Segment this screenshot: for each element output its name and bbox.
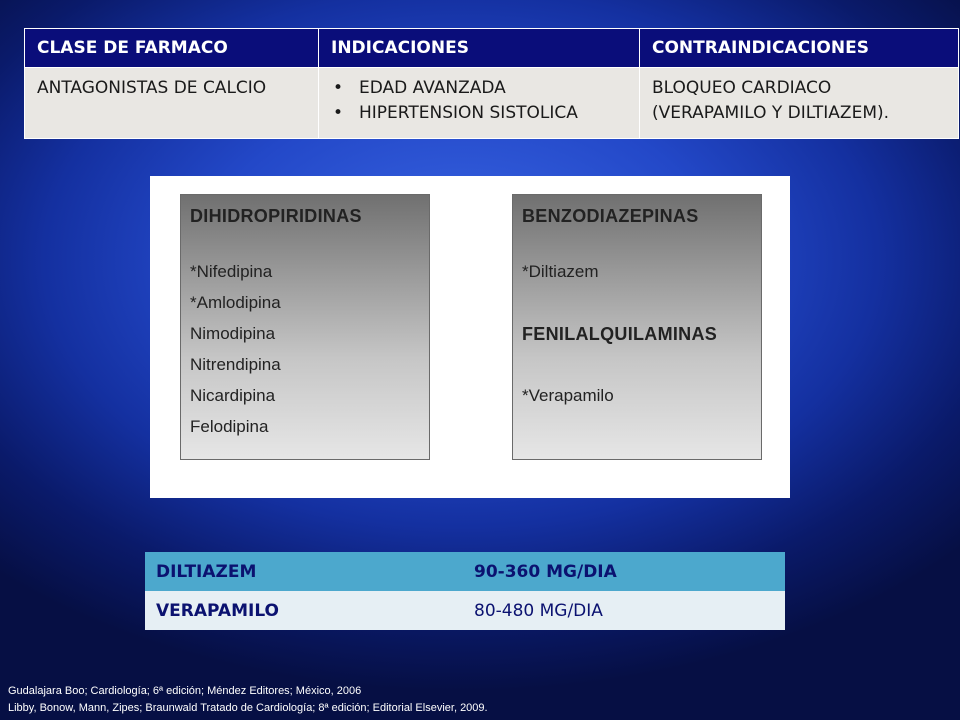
cell-contraindicaciones bbox=[640, 68, 959, 139]
drug-item: *Diltiazem bbox=[522, 262, 599, 281]
table-row bbox=[145, 552, 785, 591]
cell-clase: ANTAGONISTAS DE CALCIO bbox=[25, 68, 319, 139]
dose-table bbox=[145, 552, 785, 630]
cell-indicaciones bbox=[319, 68, 640, 139]
box-title: BENZODIAZEPINAS bbox=[522, 206, 699, 226]
dihidropiridinas-box bbox=[180, 194, 430, 460]
box-title: DIHIDROPIRIDINAS bbox=[190, 206, 362, 226]
drug-dose: 80-480 MG/DIA bbox=[463, 591, 785, 630]
contraindicacion-line: (VERAPAMILO Y DILTIAZEM). bbox=[652, 103, 890, 123]
drug-class-table bbox=[24, 28, 959, 139]
contraindicacion-line: BLOQUEO CARDIACO bbox=[652, 78, 832, 98]
drug-name: DILTIAZEM bbox=[145, 552, 463, 591]
list-item: • EDAD AVANZADA bbox=[359, 76, 631, 101]
table-row bbox=[145, 591, 785, 630]
table-header-row bbox=[25, 29, 959, 68]
drug-item: Nimodipina bbox=[190, 324, 276, 343]
references bbox=[8, 683, 948, 717]
drug-item: Nicardipina bbox=[190, 386, 276, 405]
reference-line: Gudalajara Boo; Cardiología; 6ª edición; Méndez Editores; México, 2006 bbox=[8, 685, 362, 697]
drug-dose: 90-360 MG/DIA bbox=[463, 552, 785, 591]
box-title: FENILALQUILAMINAS bbox=[522, 324, 718, 344]
indicaciones-list bbox=[331, 76, 631, 126]
drug-item: *Verapamilo bbox=[522, 386, 614, 405]
drug-name: VERAPAMILO bbox=[145, 591, 463, 630]
header-clase: CLASE DE FARMACO bbox=[25, 29, 319, 68]
benzodiazepinas-box bbox=[512, 194, 762, 460]
drug-classification-image bbox=[150, 176, 790, 498]
drug-item: *Nifedipina bbox=[190, 262, 273, 281]
list-item: • HIPERTENSION SISTOLICA bbox=[359, 101, 631, 126]
drug-item: *Amlodipina bbox=[190, 293, 281, 312]
header-indicaciones: INDICACIONES bbox=[319, 29, 640, 68]
header-contraindicaciones: CONTRAINDICACIONES bbox=[640, 29, 959, 68]
drug-item: Nitrendipina bbox=[190, 355, 281, 374]
table-row bbox=[25, 68, 959, 139]
drug-item: Felodipina bbox=[190, 417, 269, 436]
reference-line: Libby, Bonow, Mann, Zipes; Braunwald Tratado de Cardiología; 8ª edición; Editorial Elsevier, 2009. bbox=[8, 702, 488, 714]
